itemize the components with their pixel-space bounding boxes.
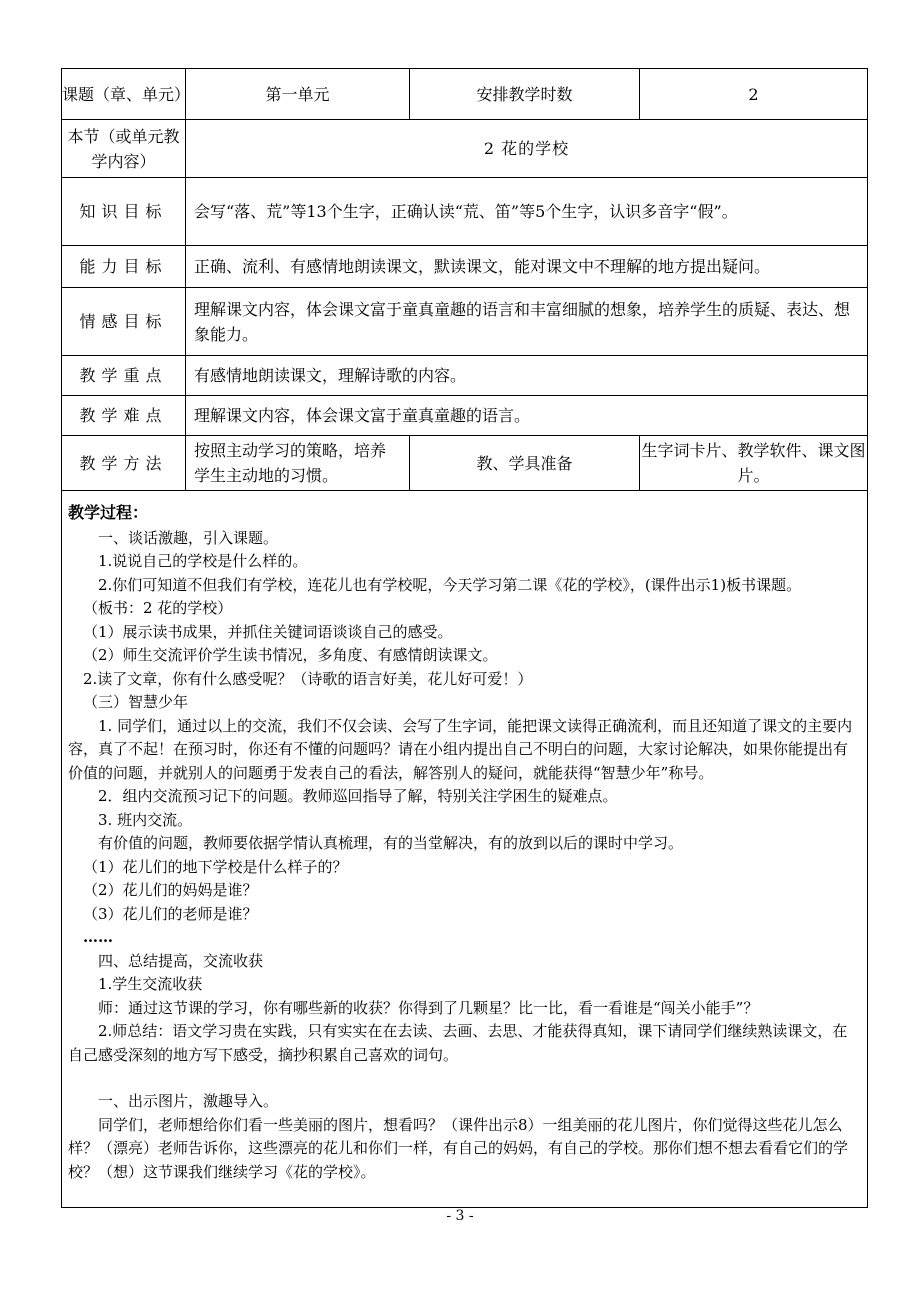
goal-row-difficulty [62,396,868,436]
process-paragraph: 1.学生交流收获 [98,975,203,993]
topic-label: 课题（章、单元） [62,69,186,120]
process-paragraph: 1.说说自己的学校是什么样的。 [98,552,308,570]
process-paragraph: 2．组内交流预习记下的问题。教师巡回指导了解，特别关注学困生的疑难点。 [98,787,618,805]
topic-value: 第一单元 [186,69,410,120]
prep-text: 生字词卡片、教学软件、课文图片。 [640,436,868,491]
process-paragraph: 一、谈话激趣，引入课题。 [98,528,279,547]
process-paragraph: （3）花儿们的老师是谁？ [83,904,258,923]
goal-text: 会写“落、荒”等13个生字，正确认读“荒、笛”等5个生字，认识多音字“假”。 [186,178,868,246]
paragraph-gap [68,1067,861,1090]
process-paragraph: （2）花儿们的妈妈是谁？ [83,881,258,899]
goal-label: 能力目标 [62,246,186,288]
method-text: 按照主动学习的策略，培养学生主动地的习惯。 [186,436,410,491]
method-row [62,436,868,491]
process-paragraph: 四、总结提高，交流收获 [98,951,264,970]
goal-text: 正确、流利、有感情地朗读课文，默读课文，能对课文中不理解的地方提出疑问。 [186,246,868,288]
hours-value: 2 [640,69,868,120]
prep-label: 教、学具准备 [410,436,640,491]
goal-label: 教学难点 [62,396,186,436]
teaching-process [62,491,868,1208]
process-paragraph: （1）花儿们的地下学校是什么样子的？ [83,857,348,876]
page-number: - 3 - [446,1208,474,1224]
process-paragraph: 2.师总结：语文学习贵在实践，只有实实在在去读、去画、去思、才能获得真知，课下请同学们继续熟读课文，在自己感受深刻的地方写下感受，摘抄积累自己喜欢的词句。 [68,1022,848,1064]
process-paragraph: 同学们，老师想给你们看一些美丽的图片，想看吗？（课件出示8）一组美丽的花儿图片，你们觉得这些花儿怎么样？（漂亮）老师告诉你，这些漂亮的花儿和你们一样，有自己的妈妈，有自己的学校。那你们想不想去看看它们的学校？（想）这节课我们继续学习《花的学校》。 [68,1115,849,1181]
lesson-title: 2 花的学校 [186,120,868,178]
goal-text: 理解课文内容，体会课文富于童真童趣的语言和丰富细腻的想象，培养学生的质疑、表达、想象能力。 [186,288,868,356]
process-paragraph: （1）展示读书成果，并抓住关键词语谈谈自己的感受。 [83,622,453,641]
process-paragraph: 2.你们可知道不但我们有学校，连花儿也有学校呢，今天学习第二课《花的学校》，(课件出示1)板书课题。 [98,575,802,594]
process-paragraph: （三）智慧少年 [83,693,189,711]
goal-row-knowledge [62,178,868,246]
goal-text: 理解课文内容，体会课文富于童真童趣的语言。 [186,396,868,436]
process-paragraph: （板书：2 花的学校） [83,599,233,617]
process-paragraph: 有价值的问题，教师要依据学情认真梳理，有的当堂解决，有的放到以后的课时中学习。 [98,834,684,852]
process-paragraph: （2）师生交流评价学生读书情况，多角度、有感情朗读课文。 [83,646,498,664]
process-paragraph: 3. 班内交流。 [98,810,193,829]
content-label: 本节（或单元教学内容） [62,120,186,178]
goal-label: 情感目标 [62,288,186,356]
goal-row-ability [62,246,868,288]
process-paragraph: 一、出示图片，激趣导入。 [98,1092,279,1110]
process-paragraph: 1. 同学们，通过以上的交流，我们不仅会读、会写了生字词，能把课文读得正确流利，而且还知道了课文的主要内容，真了不起！在预习时，你还有不懂的问题吗？请在小组内提出自己不明白的问题，大家讨论解决，如果你能提出有价值的问题，并就别人的问题勇于发表自己的看法，解答别人的疑问，就能获得“智慧少年”称号。 [68,716,853,782]
goal-label: 知识目标 [62,178,186,246]
process-paragraph: 2.读了文章，你有什么感受呢？（诗歌的语言好美，花儿好可爱！） [83,669,533,688]
goal-text: 有感情地朗读课文，理解诗歌的内容。 [186,356,868,396]
process-heading: 教学过程： [68,503,149,522]
process-row [62,491,868,1208]
content-row [62,120,868,178]
goal-row-emotion [62,288,868,356]
goal-label: 教学重点 [62,356,186,396]
process-paragraph: 师：通过这节课的学习，你有哪些新的收获？你得到了几颗星？比一比，看一看谁是“闯关小能手”？ [98,998,759,1017]
hours-label: 安排教学时数 [410,69,640,120]
process-paragraph: …… [83,928,113,946]
goal-row-key-point [62,356,868,396]
topic-row [62,69,868,120]
method-label: 教学方法 [62,436,186,491]
lesson-plan-table [61,68,868,1208]
